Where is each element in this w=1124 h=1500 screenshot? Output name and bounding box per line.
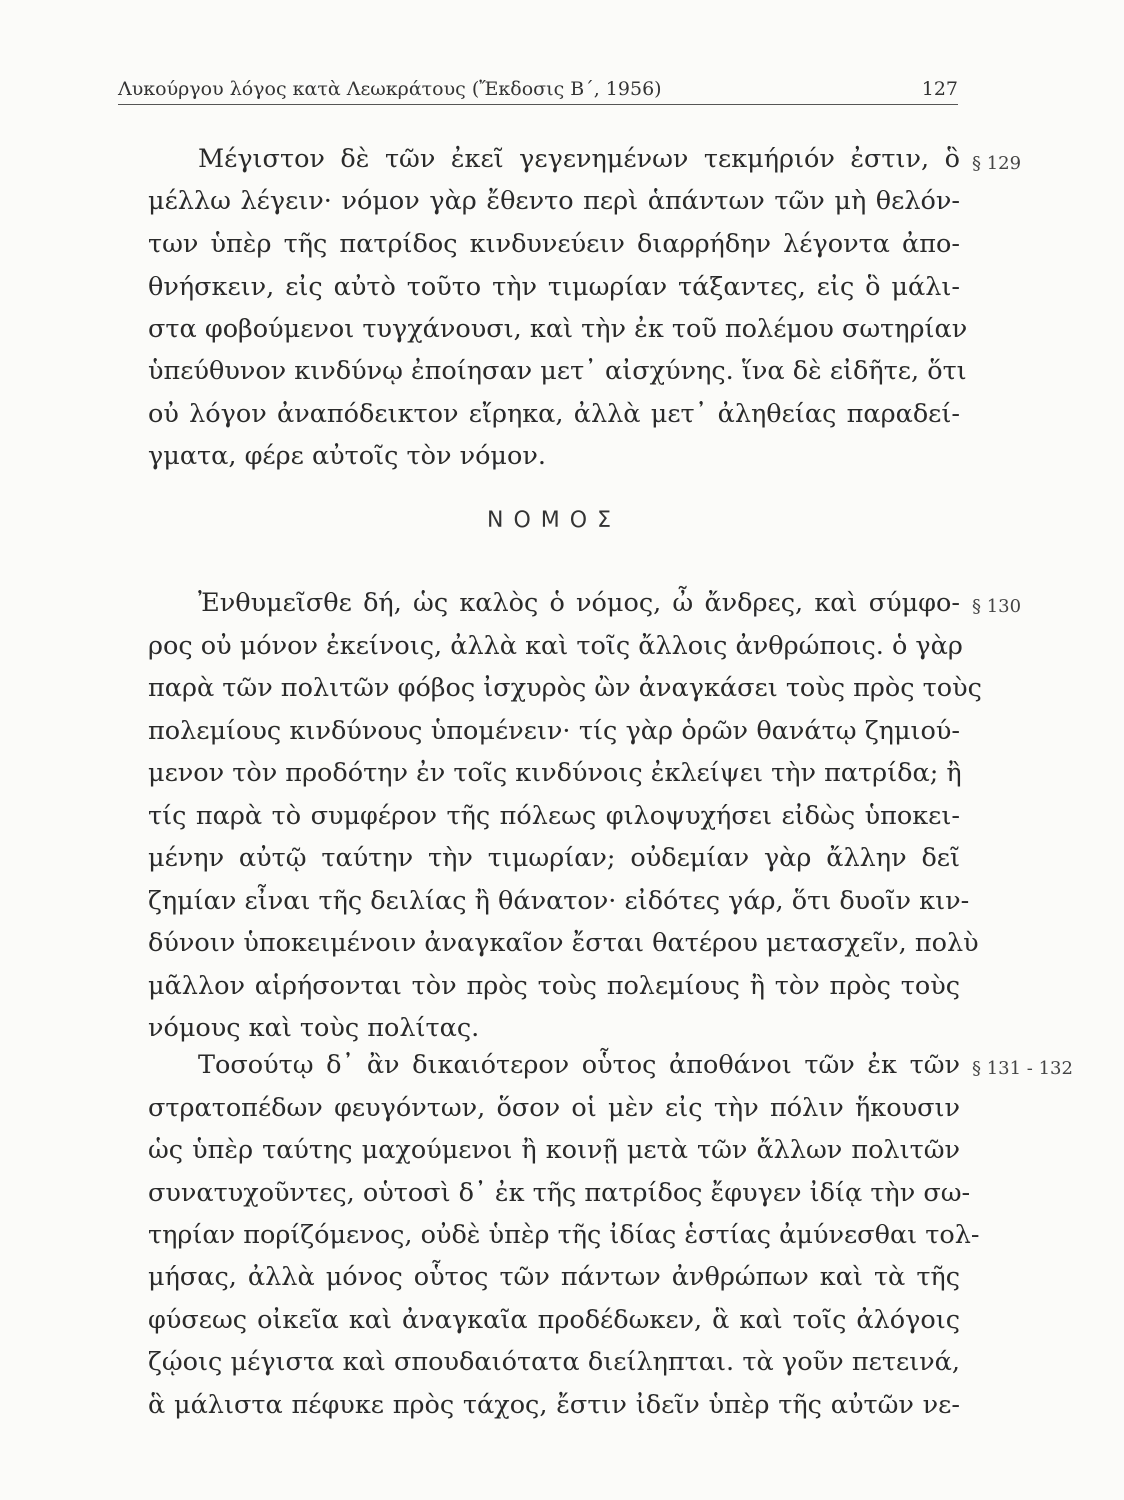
text-line: φύσεως οἰκεῖα καὶ ἀναγκαῖα προδέδωκεν, ἃ καὶ τοῖς ἀλόγοις xyxy=(148,1305,960,1335)
section-heading: ΝΟΜΟΣ xyxy=(487,508,621,533)
text-line: μήσας, ἀλλὰ μόνος οὗτος τῶν πάντων ἀνθρώπων καὶ τὰ τῆς xyxy=(148,1262,960,1292)
text-line: ὑπεύθυνον κινδύνῳ ἐποίησαν μετ᾽ αἰσχύνης. ἵνα δὲ εἰδῆτε, ὅτι xyxy=(148,356,967,386)
text-line: μέλλω λέγειν· νόμον γὰρ ἔθεντο περὶ ἁπάντων τῶν μὴ θελόν- xyxy=(148,186,960,216)
page-number: 127 xyxy=(921,78,958,100)
text-line: στρατοπέδων φευγόντων, ὅσον οἱ μὲν εἰς τὴν πόλιν ἥκουσιν xyxy=(148,1093,960,1123)
section-marker-130: § 130 xyxy=(972,596,1022,617)
text-line: ὡς ὑπὲρ ταύτης μαχούμενοι ἢ κοινῇ μετὰ τῶν ἄλλων πολιτῶν xyxy=(148,1135,960,1165)
text-line: παρὰ τῶν πολιτῶν φόβος ἰσχυρὸς ὢν ἀναγκάσει τοὺς πρὸς τοὺς xyxy=(148,673,982,703)
text-line: μένην αὐτῷ ταύτην τὴν τιμωρίαν; οὐδεμίαν γὰρ ἄλλην δεῖ xyxy=(148,843,960,873)
text-line: θνήσκειν, εἰς αὐτὸ τοῦτο τὴν τιμωρίαν τάξαντες, εἰς ὃ μάλι- xyxy=(148,272,960,302)
text-line: συνατυχοῦντες, οὑτοσὶ δ᾽ ἐκ τῆς πατρίδος ἔφυγεν ἰδίᾳ τὴν σω- xyxy=(148,1178,971,1208)
text-line: πολεμίους κινδύνους ὑπομένειν· τίς γὰρ ὁρῶν θανάτῳ ζημιού- xyxy=(148,716,960,746)
text-line: των ὑπὲρ τῆς πατρίδος κινδυνεύειν διαρρήδην λέγοντα ἀπο- xyxy=(148,229,960,259)
text-line: νόμους καὶ τοὺς πολίτας. xyxy=(148,1013,480,1043)
text-line: Μέγιστον δὲ τῶν ἐκεῖ γεγενημένων τεκμήριόν ἐστιν, ὃ xyxy=(198,144,960,174)
text-line: οὐ λόγον ἀναπόδεικτον εἴρηκα, ἀλλὰ μετ᾽ ἀληθείας παραδεί- xyxy=(148,399,960,429)
text-line: ἃ μάλιστα πέφυκε πρὸς τάχος, ἔστιν ἰδεῖν ὑπὲρ τῆς αὐτῶν νε- xyxy=(148,1390,960,1420)
section-marker-131-132: § 131 - 132 xyxy=(972,1058,1073,1079)
text-line: τηρίαν πορίζόμενος, οὐδὲ ὑπὲρ τῆς ἰδίας ἑστίας ἀμύνεσθαι τολ- xyxy=(148,1220,980,1250)
text-line: δύνοιν ὑποκειμένοιν ἀναγκαῖον ἔσται θατέρου μετασχεῖν, πολὺ xyxy=(148,928,979,958)
section-marker-129: § 129 xyxy=(972,153,1022,174)
text-line: τίς παρὰ τὸ συμφέρον τῆς πόλεως φιλοψυχήσει εἰδὼς ὑποκει- xyxy=(148,801,960,831)
text-line: ρος οὐ μόνον ἐκείνοις, ἀλλὰ καὶ τοῖς ἄλλοις ἀνθρώποις. ὁ γὰρ xyxy=(148,631,963,661)
running-header xyxy=(118,78,958,105)
text-line: Ἐνθυμεῖσθε δή, ὡς καλὸς ὁ νόμος, ὦ ἄνδρες, καὶ σύμφο- xyxy=(198,588,960,618)
text-line: ζῴοις μέγιστα καὶ σπουδαιότατα διείληπται. τὰ γοῦν πετεινά, xyxy=(148,1347,960,1377)
text-line: στα φοβούμενοι τυγχάνουσι, καὶ τὴν ἐκ τοῦ πολέμου σωτηρίαν xyxy=(148,314,968,344)
text-line: μενον τὸν προδότην ἐν τοῖς κινδύνοις ἐκλείψει τὴν πατρίδα; ἢ xyxy=(148,758,962,788)
text-line: Τοσούτῳ δ᾽ ἂν δικαιότερον οὗτος ἀποθάνοι τῶν ἐκ τῶν xyxy=(198,1050,960,1080)
running-title: Λυκούργου λόγος κατὰ Λεωκράτους (Ἔκδοσις Β΄, 1956) xyxy=(118,78,662,100)
text-line: ζημίαν εἶναι τῆς δειλίας ἢ θάνατον· εἰδότες γάρ, ὅτι δυοῖν κιν- xyxy=(148,886,970,916)
text-line: μᾶλλον αἱρήσονται τὸν πρὸς τοὺς πολεμίους ἢ τὸν πρὸς τοὺς xyxy=(148,971,960,1001)
text-line: γματα, φέρε αὐτοῖς τὸν νόμον. xyxy=(148,441,546,471)
